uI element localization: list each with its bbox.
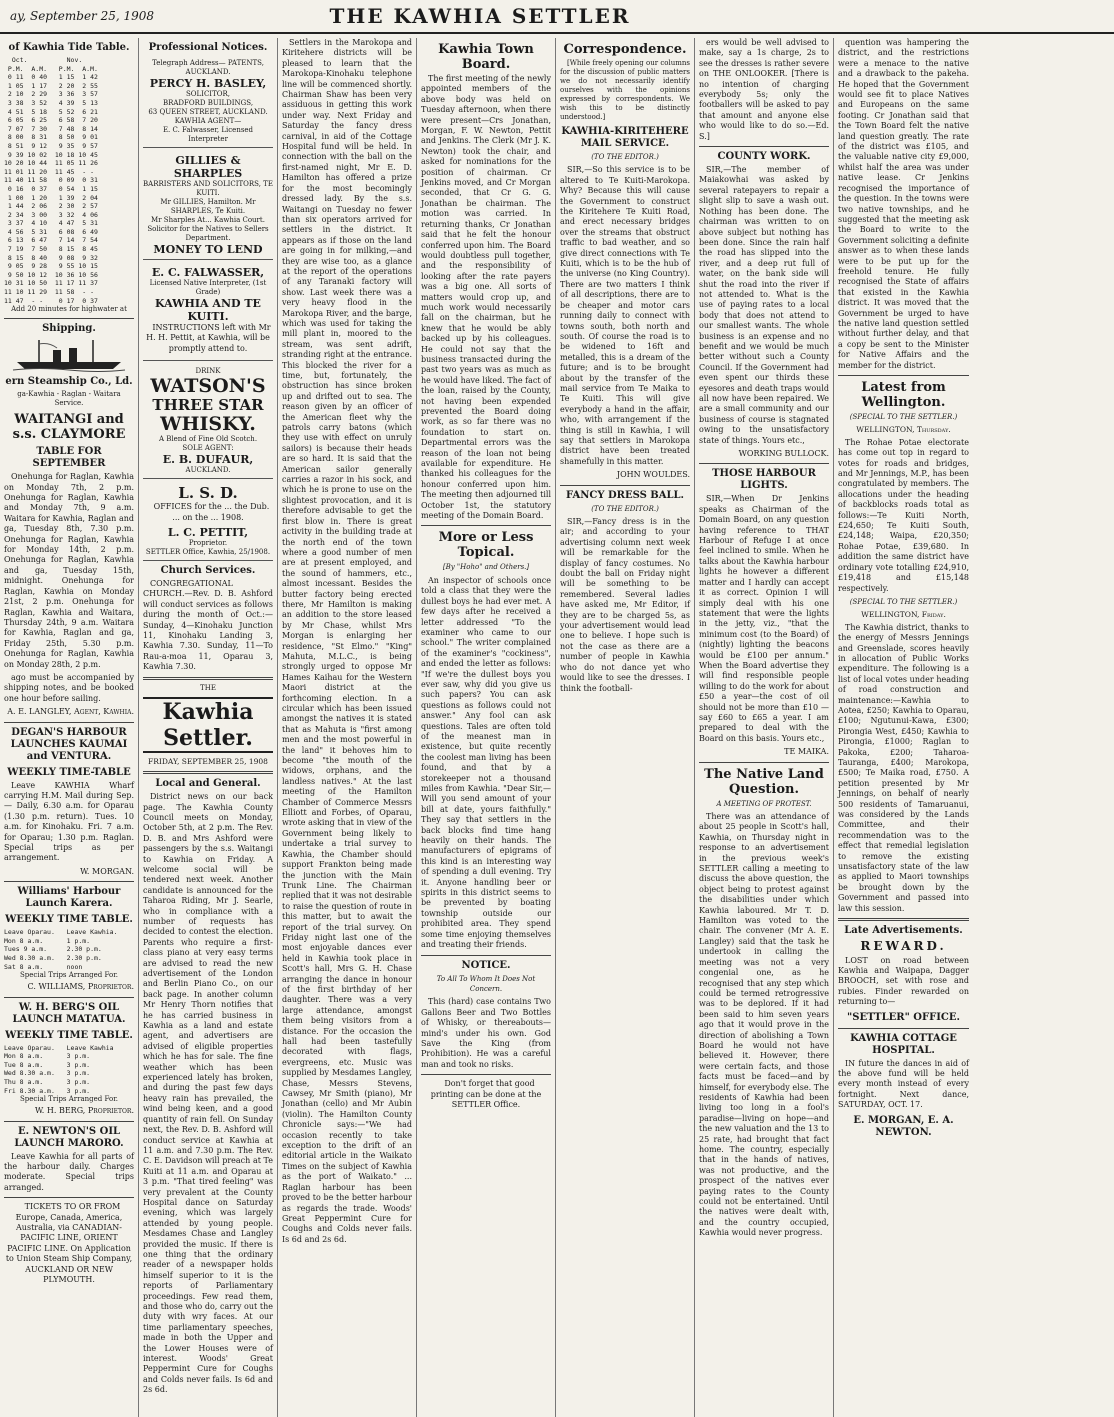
launches-text: Leave KAWHIA Wharf carrying H.M. Mail during Sep.— Daily, 6.30 a.m. for Oparau (1.30 p.m. return). Tues. 10 a.m. for Kinohaku. Fri. 7 a.m. for Oparau; 1.30 p.m. Raglan. Special trips as per arrangement. bbox=[4, 780, 134, 863]
native-land-title: The Native Land Question. bbox=[704, 766, 824, 797]
tide-table-rows: 0 11 0 40 1 15 1 42 1 05 1 17 2 20 2 55 2 10 2 29 3 36 3 57 3 38 3 52 4 39 5 13 4 51 5 18 5 52 6 21 6 05 6 25 6 58 7 20 7 07 7 30 7 48 8 14 8 00 8 31 8 50 9 01 8 51 9 12 9 35 9 57 9 39 10 02 10 18 10 45 10 20 10 44 11 05 11 26 11 01 11 20 11 45 - - 11 40 11 58 0 09 0 31 0 16 0 37 0 54 1 15 1 00 1 20 1 39 2 04 1 44 2 06 2 30 2 57 2 34 3 00 3 32 4 06 3 37 4 10 4 47 5 31 4 56 5 31 6 08 6 49 6 13 6 47 7 14 7 54 7 19 7 50 8 15 8 45 8 15 8 40 9 08 9 32 9 05 9 28 9 55 10 15 9 50 10 12 10 36 10 56 10 31 10 50 11 17 11 37 11 10 11 29 11 58 - - 11 47 - - 0 17 0 37 bbox=[4, 73, 98, 305]
topical-byline: [By "Hoho" and Others.] bbox=[442, 563, 530, 572]
wellington-special: (SPECIAL TO THE SETTLER.) bbox=[849, 413, 958, 421]
correspondence-title: Correspondence. bbox=[563, 42, 687, 57]
nameplate-the: THE bbox=[200, 683, 216, 692]
fancy-dress-title: FANCY DRESS BALL. bbox=[565, 489, 685, 501]
church-services-title: Church Services. bbox=[160, 565, 256, 577]
notice-subtitle: To All To Whom It Does Not Concern. bbox=[436, 974, 536, 993]
tide-table-title: of Kawhia Tide Table. bbox=[8, 42, 130, 53]
local-news-continued: Settlers in the Marokopa and Kiritehere districts will be pleased to learn that the Marokopa-Kinohaku telephone line will be commenced shortly. Chairman Shaw has been very assiduous in getting this work under way. Next Friday and Saturday the fancy dress carnival, in aid of the Cottage Hospital fund will be held. In connection with the ball on the first-named night, Mr E. D. Hamilton has offered a prize for the most becomingly dressed lady. By the s.s. Waitangi on Tuesday no fewer than six operators arrived for settlers in the district. It appears as if those on the land are going in for milking,—and they are wise too, as a glance at the report of the operations of any Taranaki factory will show. Last week there was a very heavy flood in the Marokopa River, and the barge, which was used for taking the mill plant in, moored to the stream, was sent adrift, stranding right at the entrance. This blocked the river for a time, but, fortunately, the obstruction has since broken up and drifted out to sea. The reason given by an officer of the American fleet why the patrols carry batons (which they use with effect on unruly sailors) is because their heads are so hard. It is said that the American sailor generally carries a razor in his sock, and which he is prone to use on the slightest provocation, and it is therefore advisable to get the first blow in. There is great activity in the building trade at the north end of the town where a good number of men are at present employed, and the sound of hammers, etc., almost incessant. Besides the butter factory being erected there, Mr Hamilton is making an addition to the store leased by Mr Chase, whilst Mrs Morgan is enlarging her residence, "St Elmo." "King" Mahuta, M.L.C., is being strongly urged to oppose Mr Hames Kaihau for the Western Maori district at the forthcoming election. In a circular which has been issued amongst the natives it is stated that as Mahuta is "first among men and the most powerful in the land" it behoves him to become "the mouth of the widows, orphans, and the landless natives." At the last meeting of the Hamilton Chamber of Commerce Messrs Elliott and Forbes, of Oparau, wrote asking that in view of the Government being likely to undertake a trial survey to Kawhia, the Chamber should support Frankton being made the junction with the Main Trunk Line. The Chairman replied that it was not desirable to raise the question of route in this matter, but to await the report of the trial survey. On Friday night last one of the most enjoyable dances ever held in Kawhia took place in Scott's hall, Mrs G. H. Chase arranging the dance in honour of the first birthday of her daughter. There was a very large attendance, amongst them being visitors from a distance. For the occasion the hall had been tastefully decorated with flags, evergreens, etc. Music was supplied by Mesdames Langley, Chase, Messrs Stevens, Cawsey, Mr Smith (piano), Mr Jonathan (cello) and Mr Aubin (violin). The Hamilton County Chronicle says:—"We had occasion recently to take exception to the drift of an editorial article in the Waikato Times on the subject of Kawhia as the port of Waikato." ... Raglan harbour has been proved to be the better harbour as regards the trade. Woods' Great Peppermint Cure for Coughs and Colds never fails. Is 6d and 2s 6d. bbox=[282, 38, 412, 1244]
williams-table-title: WEEKLY TIME TABLE. bbox=[5, 914, 133, 926]
county-work-title: COUNTY WORK. bbox=[717, 151, 811, 163]
hospital-title: KAWHIA COTTAGE HOSPITAL. bbox=[850, 1032, 957, 1056]
sailing-note: ago must be accompanied by shipping notes, and be booked one hour before sailing. bbox=[4, 672, 134, 703]
wellington-text: The Rohae Potae electorate has come out top in regard to votes for roads and bridges, and Mr Jennings, M.P., has been congratulated by members. The allocations under the heading of backblocks roads total as follows:—Te Kuiti North, £24,650; Te Kuiti South, £24,148; Waipa, £20,350; Rohae Potae, £39,680. In addition the same district have ordinary vote totalling £24,910, £19,418 and £15,148 respectively. bbox=[838, 437, 969, 593]
wellington-dateline: WELLINGTON, Thursday. bbox=[856, 425, 951, 435]
lsd-ad: L. S. D. OFFICES for the ... the Dub. ... on the ... 1908. L. C. PETTIT, Proprietor. SETTLER Office, Kawhia, 25/1908. bbox=[143, 482, 273, 561]
paper-title: THE KAWHIA SETTLER bbox=[329, 4, 631, 28]
steamship-ships: WAITANGI and s.s. CLAYMORE bbox=[12, 412, 126, 443]
mail-service-text: SIR,—So this service is to be altered to Te Kuiti-Marokopa. Why? Because this will cause the Government to construct the Kiritehere Te Kuiti Road, and erect necessary bridges over the streams that obstruct traffic to bad weather, and so give direct connections with Te Kuiti, which is to be the hub of the universe (no King Country). There are two matters I think of all descriptions, there are to be cheaper and motor cars running daily to connect with towns south, both north and south. Of course the road is to be widened to 16ft and metalled, this is a dream of the future; and is to be brought about by the transfer of the mail service from Te Maika to Te Kuiti. This will give everybody a hand in the affair, who, with arrangement if the thing is still in Kawhia, I will say that settlers in Marokopa district have been treated shamefully in this matter. bbox=[560, 165, 690, 466]
reward-text: LOST on road between Kawhia and Waipapa, Dagger BROOCH, set with rose and rubies. Finder rewarded on returning to— bbox=[838, 955, 969, 1007]
berg-table-title: WEEKLY TIME TABLE. bbox=[5, 1029, 133, 1041]
berg-owner: W. H. BERG, Proprietor. bbox=[34, 1106, 134, 1116]
local-general-text: District news on our back page. The Kawhia County Council meets on Monday, October 5th, at 2 p.m. The Rev. D. B. and Mrs Ashford were passengers by the s.s. Waitangi to Kawhia on Friday. A welcome social will be tendered next week. Another candidate is announced for the Taharoa Riding, Mr J. Searle, who in compliance with a number of requests has decided to contest the election. Parents who require a first-class piano at very easy terms are advised to read the new advertisement of the London and Berlin Piano Co., on our back page. In another column Mr Henry Thorn notifies that he has carried business in Kawhia as a land and estate agent, and advertisers are advised of eligible properties which he has for sale. The fine weather which has been experienced lately has broken, and during the past few days heavy rain has prevailed, the wind being keen, and a good quantity of rain fell. On Sunday next, the Rev. D. B. Ashford will conduct service at Kawhia at 11 a.m. and 7.30 p.m. The Rev. C. E. Davidson will preach at Te Kuiti at 11 a.m. and Oparau at 3 p.m. "That tired feeling" was very prevalent at the County Hospital dance on Saturday evening, which was largely attended by young people. Mesdames Chase and Langley provided the music. If there is one thing that the ordinary reader of a newspaper holds himself superior to it is the reports of Parliamentary proceedings. Few read them, and those who do, carry out the duty with wry faces. At our time parliamentary speeches, made in both the Upper and the Lower Houses were of interest. Woods' Great Peppermint Cure for Coughs and Colds never fails. Is 6d and 2s 6d. bbox=[143, 792, 273, 1395]
berg-rows: Leave Oparau. Leave Kawhia Mon 8 a.m. 3 p.m. Tue 8 a.m. 3 p.m. Wed 8.30 a.m. 3 p.m. Thu 8 a.m. 3 p.m. Fri 8.30 a.m. 3 p.m. bbox=[4, 1043, 114, 1095]
wellington-text-2: The Kawhia district, thanks to the energy of Messrs Jennings and Greenslade, scores heavily in allocation of Public Works expenditure. The following is a list of local votes under heading of road construction and maintenance:—Kawhia to Aotea, £250; Kawhia to Oparau, £100; Ngutunui-Kawa, £300; Pirongia West, £450; Kawhia to Pirongia, £1000; Raglan to Pakoka, £200; Taharoa-Tauranga, £400; Marokopa, £500; Te Maika road, £750. A petition presented by Mr Jennings, on behalf of nearly 500 residents of Tamaruanui, was considered by the Lands Committee, and their recommendation was to the effect that remedial legislation to remove the existing unsatisfactory state of the law as applied to Maori townships be brought down by the Government and passed into law this session. bbox=[838, 622, 969, 913]
hospital-text: IN future the dances in aid of the above fund will be held every month instead of every fortnight. Next dance, SATURDAY, OCT. 17. bbox=[838, 1058, 969, 1110]
falwasser-ad: E. C. FALWASSER, Licensed Native Interpreter, (1st Grade) KAWHIA AND TE KUITI. INSTRUCTIONS left with Mr H. H. Pettit, at Kawhia, will be promptly attend to. bbox=[143, 263, 273, 361]
wellington-title: Latest from Wellington. bbox=[861, 380, 946, 410]
tide-table-header: Oct. Nov. P.M. A.M. P.M. A.M. bbox=[7, 56, 98, 73]
native-land-subtitle: A MEETING OF PROTEST. bbox=[716, 799, 812, 808]
union-company-ad: TICKETS TO OR FROM Europe, Canada, America, Australia, via CANADIAN-PACIFIC LINE, ORIENT PACIFIC LINE. On Application to Union Steam Ship Company, AUCKLAND OR NEW PLYMOUTH. bbox=[5, 1202, 133, 1285]
fancy-dress-text: SIR,—Fancy dress is in the air; and according to your advertising column next week will be remarkable for the display of fancy costumes. No doubt the ball on Friday night will be something to be remembered. Several ladies have asked me, Mr Editor, if they are to be charged 5s, as your advertisement would lead one to believe. I hope such is not the case as there are a number of people in Kawhia who do not dance yet who would like to see the dresses. I think the football- bbox=[560, 517, 690, 693]
hospital-signature: E. MORGAN, E. A. NEWTON. bbox=[853, 1114, 954, 1138]
tide-note: Add 20 minutes for highwater at bbox=[11, 305, 127, 314]
berg-title: W. H. BERG'S OIL LAUNCH MATATUA. bbox=[12, 1001, 126, 1025]
columns bbox=[0, 38, 1114, 1417]
church-services-text: CONGREGATIONAL CHURCH.—Rev. D. B. Ashford will conduct services as follows during the month of Oct.:— Sunday, 4—Kinohaku Junction 11, Kinohaku Landing 3, Kawhia 7.30. Sunday, 11—To Rau-a-moa 11, Oparau 3, Kawhia 7.30. bbox=[143, 579, 273, 672]
onlooker-letter-end: ers would be well advised to make, say a 1s charge, 2s to see the dresses is rather severe on THE ONLOOKER. [There is no intention of charging everybody 5s; only the footballers will be asked to pay that amount and anyone else who would like to do so.—Ed. S.] bbox=[699, 38, 829, 141]
newton-text: Leave Kawhia for all parts of the harbour daily. Charges moderate. Special trips arranged. bbox=[4, 1151, 134, 1192]
reward-heading: REWARD. bbox=[860, 939, 947, 954]
mail-service-title: KAWHIA-KIRITEHERE MAIL SERVICE. bbox=[561, 126, 689, 149]
town-board-text: The first meeting of the newly appointed members of the above body was held on Tuesday afternoon, when there were present—Crs Jonathan, Morgan, F. W. Newton, Pettit and Jenkins. The Clerk (Mr J. K. Newton) took the chair, and asked for nominations for the position of chairman. Cr Jenkins moved, and Cr Morgan seconded, that Cr G. G. Jonathan be chairman. The motion was carried. In returning thanks, Cr Jonathan said that he felt the honour conferred upon him. The Board would doubtless pull together, and the responsibility of looking after the rate payers was a big one. All sorts of matters would crop up, and much work would necessarily fall on the chairman, but he knew that he would be ably backed up by his colleagues. He could not say that the business transacted during the past two years was as much as he would have liked. The fact of the loan, raised by the County, not having been expended prevented the Board doing work, as so far there was no foundation to start on. Departmental errors was the reason of the loan not being available for expenditure. He thanked his colleagues for the honour conferred upon him. The meeting then adjourned till October 1st, the statutory meeting of the Domain Board. bbox=[421, 74, 551, 521]
berg-note: Special Trips Arranged For. bbox=[19, 1095, 119, 1104]
county-work-text: SIR,—The member of Maiakowhai was asked by several ratepayers to repair a slight slip to save a wash out. Nothing has been done. The chairman was written to on above subject but nothing has been done. Since the rain half the road has slipped into the river, and a deep rut full of water, on the bank side will shut the road into the river if not attended to. What is the use of paying rates to a local body that does not attend to our smallest wants. The whole business is an expense and no benefit and we would be much better without such a County Council. If the Government had even spent our thirds these eyesores and death traps would all now have been repaired. We are a small community and our business of course is stagnated owing to the unsatisfactory state of things. Yours etc., bbox=[699, 165, 829, 445]
shipping-title: Shipping. bbox=[42, 323, 96, 335]
launches-title: DEGAN'S HARBOUR LAUNCHES KAUMAI and VENTURA. bbox=[10, 726, 128, 762]
basley-ad: Telegraph Address— PATENTS, AUCKLAND. PERCY H. BASLEY, SOLICITOR, BRADFORD BUILDINGS, 63 QUEEN STREET, AUCKLAND. KAWHIA AGENT— E. C. Falwasser, Licensed Interpreter bbox=[143, 56, 273, 148]
local-general-title: Local and General. bbox=[155, 778, 261, 790]
to-editor-label: (TO THE EDITOR.) bbox=[591, 153, 659, 161]
williams-note: Special Trips Arranged For. bbox=[19, 971, 119, 980]
sailing-agent: A. E. LANGLEY, Agent, Kawhia. bbox=[7, 707, 134, 717]
steamship-route: ga-Kawhia - Raglan - Waitara Service. bbox=[17, 390, 121, 408]
steamship-icon bbox=[9, 338, 129, 372]
printing-note: Don't forget that good printing can be done at the SETTLER Office. bbox=[430, 1079, 542, 1109]
late-ads-title: Late Advertisements. bbox=[844, 925, 963, 937]
notice-title: NOTICE. bbox=[461, 959, 511, 971]
williams-owner: C. WILLIAMS, Proprietor. bbox=[27, 982, 134, 992]
reward-office: "SETTLER" OFFICE. bbox=[847, 1011, 960, 1023]
mail-service-signature: JOHN WOULDES. bbox=[616, 470, 690, 480]
launches-owner: W. MORGAN. bbox=[80, 866, 134, 876]
column-5 bbox=[556, 38, 695, 1417]
harbour-lights-title: THOSE HARBOUR LIGHTS. bbox=[712, 468, 816, 492]
column-3 bbox=[278, 38, 417, 1417]
correspondence-note: [While freely opening our columns for the discussion of public matters we do not necessarily identify ourselves with the opinions expressed by correspondents. We wish this to be distinctly understood.] bbox=[560, 59, 690, 121]
professional-notices-title: Professional Notices. bbox=[148, 42, 268, 53]
newton-title: E. NEWTON'S OIL LAUNCH MARORO. bbox=[14, 1125, 124, 1149]
launches-weekly: WEEKLY TIME-TABLE bbox=[7, 766, 131, 778]
topical-title: More or Less Topical. bbox=[438, 530, 534, 561]
county-work-signature: WORKING BULLOCK. bbox=[738, 449, 829, 459]
topical-text: An inspector of schools once told a class that they were the dullest boys he had ever met. A few days after he received a letter addressed "To the examiner who came to our school." The writer complained of the examiner's "cockiness", and ended the letter as follows: "If we're the dullest boys you ever saw, why did you give us such papers? You can ask questions as follows could not answer." Any fool can ask questions. Tales are often told of the meanest man in existence, but quite recently the coolest man living has been found, and that by a storekeeper not a thousand miles from Kawhia. "Dear Sir,—Will you send amount of your bill at date, yours faithfully." They say that settlers in the back blocks find time hang heavily on their hands. The manufacturers of epigrams of this kind is an interesting way of spending a dull evening. Try it. Anyone handling beer or spirits in this district seems to be prevented by boating township outside our prohibited area. They spend some time enjoying themselves and treating their friends. bbox=[421, 575, 551, 950]
wellington-special-2: (SPECIAL TO THE SETTLER.) bbox=[849, 597, 958, 606]
watsons-whisky-ad: DRINK WATSON'S THREE STAR WHISKY. A Blend of Fine Old Scotch. SOLE AGENT: E. B. DUFAUR, AUCKLAND. bbox=[143, 364, 273, 479]
nameplate: Kawhia Settler. bbox=[143, 697, 273, 753]
williams-rows: Leave Oparau. Leave Kawhia. Mon 8 a.m. 1 p.m. Tues 9 a.m. 2.30 p.m. Wed 8.30 a.m. 2.30 p.m. Sat 8 a.m. noon bbox=[4, 928, 118, 971]
column-4 bbox=[417, 38, 556, 1417]
gillies-sharples-ad: GILLIES & SHARPLES BARRISTERS AND SOLICITORS, TE KUITI. Mr GILLIES, Hamilton. Mr SHARPLES, Te Kuiti. Mr Sharples At... Kawhia Court. Solicitor for the Natives to Sellers Department. MONEY TO LEND bbox=[143, 151, 273, 260]
column-1 bbox=[0, 38, 139, 1417]
harbour-lights-text: SIR,—When Dr Jenkins speaks as Chairman of the Domain Board, on any question having reference to THAT Harbour of Refuge I at once feel inclined to smile. When he talks about the Kawhia harbour lights he however a different matter and I hardly can accept it as correct. Opinion I will simply deal with his one statement that were the lights in the jetty, viz., "that the minimum cost (to the Board) of (nightly) lighting the beacons would be £100 per annum." When the Board advertise they will find responsible people willing to do the work for about £50 a year—the cost of oil should not be more than £10 —say £60 to £65 a year. I am prepared to deal with the Board on this basis. Yours etc., bbox=[699, 494, 829, 743]
notice-text: This (hard) case contains Two Gallons Beer and Two Bottles of Whisky, or thereabouts—mind's under his own. God Save the King (from Prohibition). He was a careful man and took no risks. bbox=[421, 997, 551, 1069]
town-board-title: Kawhia Town Board. bbox=[438, 42, 534, 72]
sailing-schedule: Onehunga for Raglan, Kawhia on Monday 7th, 2 p.m. Onehunga for Raglan, Kawhia and Monday 7th, 9 a.m. Waitara for Kawhia, Raglan and ga, Tuesday 8th, 7.30 p.m. Onehunga for Raglan, Kawhia for Monday 14th, 2 p.m. Onehunga for Raglan, Kawhia and ga, Tuesday 15th, midnight. Onehunga for Raglan, Kawhia on Monday 21st, 2 p.m. Onehunga for Raglan, Kawhia and Waitara, Thursday 24th, 9 a.m. Waitara for Kawhia, Raglan and ga, Friday 25th, 5.30 p.m. Onehunga for Raglan, Kawhia on Monday 28th, 2 p.m. bbox=[4, 472, 134, 669]
column-6 bbox=[695, 38, 834, 1417]
column-7 bbox=[834, 38, 973, 1417]
native-land-continued: quention was hampering the district, and the restrictions were a menace to the native and a drawback to the pakeha. He hoped that the Government would see fit to place Natives and Europeans on the same footing. Cr Jonathan said that the Town Board felt the native land question greatly. The rate of the district was £105, and the valuable native city £9,000, whilst half the area was under native lease. Cr Jenkins recognised the importance of the question. In the towns were two native townships, and he suggested that the meeting ask the Board to write to the Government soliciting a definite answer as to when these lands were to be put up for the freehold tenure. He fully recognised the State of affairs that existed in the Kawhia district. It was moved that the Government be urged to have the native land question settled without further delay, and that a copy be sent to the Minister for Native Affairs and the member for the district. bbox=[838, 38, 969, 370]
issue-date: ay, September 25, 1908 bbox=[10, 9, 155, 23]
sailing-table-title: TABLE FOR SEPTEMBER bbox=[32, 446, 106, 470]
williams-title: Williams' Harbour Launch Karera. bbox=[17, 886, 121, 910]
to-editor-label-2: (TO THE EDITOR.) bbox=[591, 504, 659, 513]
wellington-dateline-2: WELLINGTON, Friday. bbox=[861, 610, 946, 620]
steamship-company: ern Steamship Co., Ld. bbox=[5, 376, 133, 388]
issue-dateline: FRIDAY, SEPTEMBER 25, 1908 bbox=[148, 756, 268, 766]
column-2 bbox=[139, 38, 278, 1417]
harbour-lights-signature: TE MAIKA. bbox=[784, 747, 829, 757]
native-land-text: There was an attendance of about 25 people in Scott's hall, Kawhia, on Thursday night in response to an advertisement in the previous week's SETTLER calling a meeting to discuss the above question, the object being to protest against the disabilities under which Kawhia laboured. Mr T. D. Hamilton was voted to the chair. The convener (Mr A. E. Langley) said that the task he undertook in calling the meeting was not a very congenial one, as he recognised that any step which could be termed retrogressive was to be deplored. If it had been said to him seven years ago that it would prove in the direction of abolishing a Town Board he would not have believed it. However, there were certain facts, and those facts must be faced—and by himself, for everybody else. The residents of Kawhia had been living too long in a fool's paradise—living on hope—and the new valuation and the 13 to 25 rate, had brought that fact home. The country, especially that in the hands of natives, was not productive, and the prospect of the natives ever paying rates to the County could not be entertained. Until the natives were dealt with, and the country occupied, Kawhia would never progress. bbox=[699, 812, 829, 1238]
masthead bbox=[0, 0, 1114, 34]
